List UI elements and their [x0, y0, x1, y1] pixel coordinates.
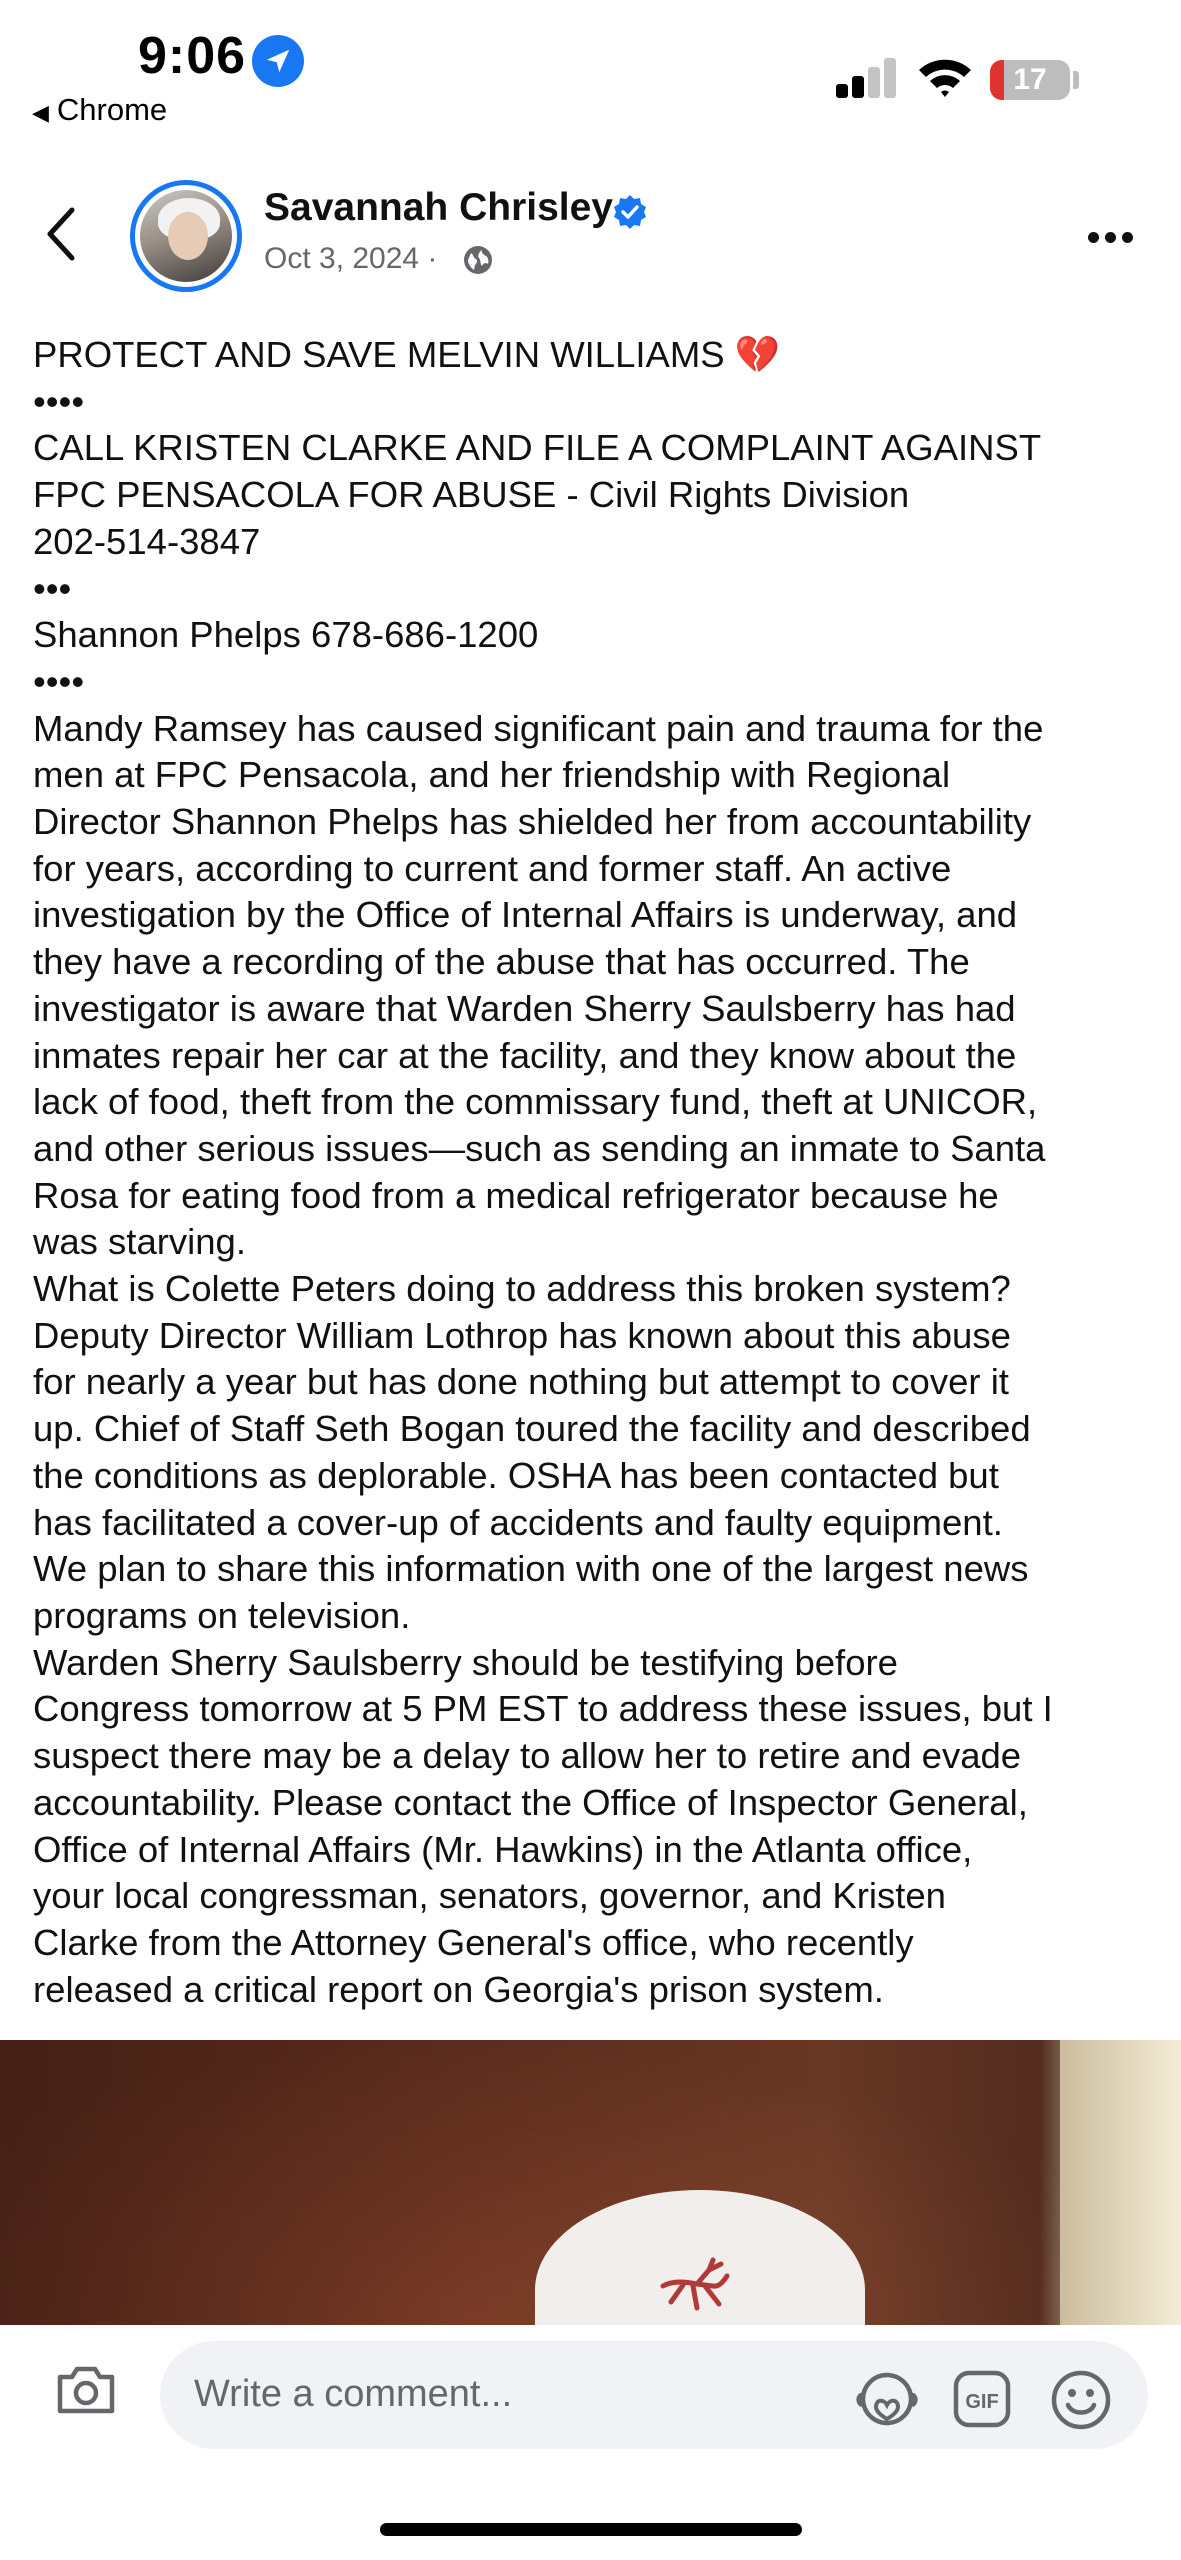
post-text-line: programs on television.: [33, 1594, 411, 1636]
comment-placeholder: Write a comment...: [194, 2373, 513, 2415]
post-text-line: FPC PENSACOLA FOR ABUSE - Civil Rights Division: [33, 474, 910, 516]
post-text-line: accountability. Please contact the Office of Inspector General,: [33, 1781, 1028, 1823]
battery-tip: [1073, 71, 1079, 89]
post-text-line: We plan to share this information with one of the largest news: [33, 1548, 1029, 1590]
cellular-signal-icon: [836, 58, 898, 98]
door-frame: [1060, 2040, 1181, 2325]
post-text-line: they have a recording of the abuse that has occurred. The: [33, 941, 970, 983]
author-name[interactable]: Savannah Chrisley: [264, 186, 613, 229]
gif-icon[interactable]: [952, 2369, 1012, 2434]
post-text-line: for years, according to current and former staff. An active: [33, 847, 952, 889]
post-header: [0, 170, 1181, 300]
post-text-line: investigation by the Office of Internal Affairs is underway, and: [33, 894, 1018, 936]
post-text-line: was starving.: [33, 1221, 246, 1263]
avatar-sticker-icon[interactable]: [854, 2369, 920, 2434]
post-text-line: CALL KRISTEN CLARKE AND FILE A COMPLAINT AGAINST: [33, 427, 1042, 469]
globe-icon: [462, 244, 494, 281]
post-text-line: men at FPC Pensacola, and her friendship with Regional: [33, 754, 951, 796]
back-chevron-icon[interactable]: [44, 206, 78, 267]
post-text-line: the conditions as deplorable. OSHA has been contacted but: [33, 1454, 999, 1496]
post-text-line: up. Chief of Staff Seth Bogan toured the facility and described: [33, 1408, 1031, 1450]
post-text-line: Director Shannon Phelps has shielded her from accountability: [33, 801, 1032, 843]
post-text-line: has facilitated a cover-up of accidents and faulty equipment.: [33, 1501, 1003, 1543]
wifi-icon: [917, 55, 973, 104]
author-avatar[interactable]: [130, 180, 242, 292]
post-text-line: Office of Internal Affairs (Mr. Hawkins) in the Atlanta office,: [33, 1828, 973, 1870]
post-text-line: released a critical report on Georgia's prison system.: [33, 1968, 884, 2010]
post-photo[interactable]: [0, 2040, 1181, 2325]
post-text-line: What is Colette Peters doing to address this broken system?: [33, 1268, 1011, 1310]
post-text-line: investigator is aware that Warden Sherry Saulsberry has had: [33, 987, 1016, 1029]
post-body: [33, 332, 1163, 2013]
battery-icon: [990, 60, 1070, 100]
post-text-line: ••••: [33, 380, 85, 422]
more-options-icon[interactable]: [1088, 230, 1139, 248]
post-text-line: and other serious issues—such as sending an inmate to Santa: [33, 1127, 1046, 1169]
post-text-line: suspect there may be a delay to allow her to retire and evade: [33, 1735, 1022, 1777]
post-text-line: Congress tomorrow at 5 PM EST to address these issues, but I: [33, 1688, 1053, 1730]
back-to-app-link[interactable]: [32, 92, 167, 128]
post-text-line: for nearly a year but has done nothing but attempt to cover it: [33, 1361, 1009, 1403]
post-text-line: Deputy Director William Lothrop has known about this abuse: [33, 1314, 1011, 1356]
camera-icon[interactable]: [54, 2363, 118, 2422]
post-text-line: Mandy Ramsey has caused significant pain and trauma for the: [33, 707, 1044, 749]
location-arrow-icon: [252, 35, 304, 87]
comment-bar: [0, 2325, 1181, 2450]
verified-badge-icon: [612, 194, 648, 235]
post-date: Oct 3, 2024 ·: [264, 242, 438, 275]
post-text-line: inmates repair her car at the facility, and they know about the: [33, 1034, 1017, 1076]
post-text-line: •••: [33, 567, 72, 609]
post-text-line: Clarke from the Attorney General's office, who recently: [33, 1921, 914, 1963]
post-text-line: 202-514-3847: [33, 520, 261, 562]
status-time: 9:06: [138, 27, 247, 85]
comment-input[interactable]: [160, 2341, 1148, 2449]
post-text-line: Warden Sherry Saulsberry should be testifying before: [33, 1641, 898, 1683]
post-text-line: ••••: [33, 660, 85, 702]
back-app-label: Chrome: [56, 92, 168, 127]
post-text-line: your local congressman, senators, governor, and Kristen: [33, 1875, 946, 1917]
svg-text:GIF: GIF: [965, 2391, 999, 2413]
post-text-line: Shannon Phelps 678-686-1200: [33, 614, 539, 656]
post-text-line: lack of food, theft from the commissary fund, theft at UNICOR,: [33, 1081, 1038, 1123]
home-indicator[interactable]: [380, 2523, 802, 2536]
status-bar: [0, 0, 1181, 140]
battery-level: 17: [1013, 63, 1047, 96]
emoji-icon[interactable]: [1050, 2369, 1112, 2436]
post-text-line: Rosa for eating food from a medical refrigerator because he: [33, 1174, 999, 1216]
avatar-photo: [140, 190, 232, 282]
back-triangle-icon: ◀: [32, 100, 49, 125]
post-text-line: PROTECT AND SAVE MELVIN WILLIAMS 💔: [33, 334, 781, 375]
